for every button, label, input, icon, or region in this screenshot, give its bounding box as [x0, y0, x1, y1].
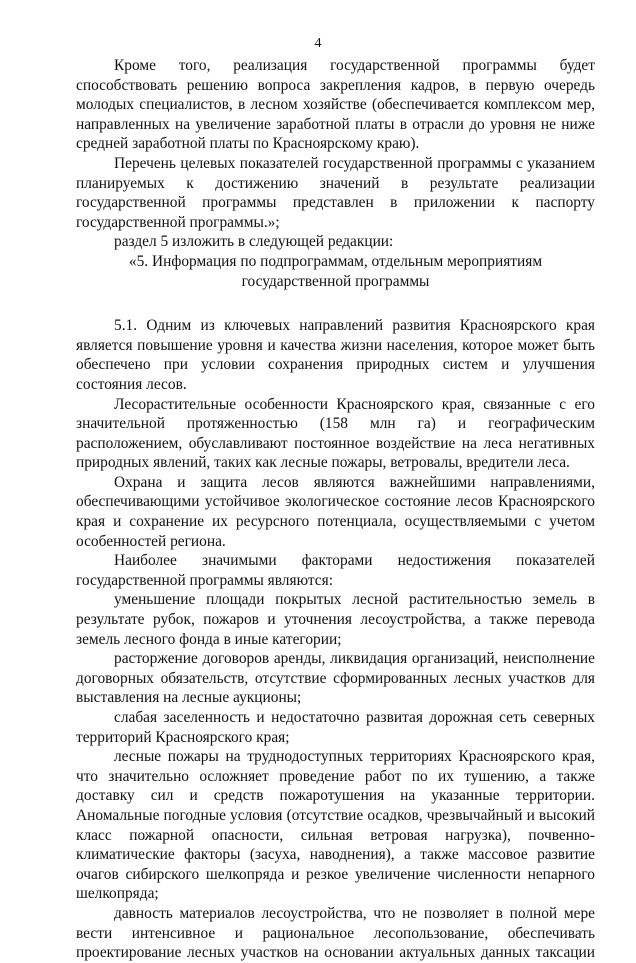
page-number: 4: [314, 36, 322, 51]
paragraph-northern-territories: слабая заселенность и недостаточно развитая дорожная сеть северных территорий Красноярского края;: [76, 709, 595, 746]
paragraph-forest-protection: Охрана и защита лесов являются важнейшими направлениями, обеспечивающими устойчивое экологическое состояние лесов Красноярского края и сохранение их ресурсного потенциала, осуществляемыми с учетом особенностей региона.: [76, 473, 595, 550]
document-body: [76, 56, 595, 963]
paragraph-5-1: 5.1. Одним из ключевых направлений развития Красноярского края является повышение уровня и качества жизни населения, которое может быть обеспечено при условии сохранения природных систем и улучшения состояния лесов.: [76, 317, 595, 393]
paragraph-section-5-instruction: раздел 5 изложить в следующей редакции:: [114, 233, 394, 251]
paragraph-staff-retention: Кроме того, реализация государственной программы будет способствовать решению вопроса закрепления кадров, в первую очередь молодых специалистов, в лесном хозяйстве (обеспечивается комплексом мер, направленных на увеличение заработной платы в отрасли до уровня не ниже средней заработной платы по Красноярскому краю).: [76, 57, 595, 153]
paragraph-lease-termination: расторжение договоров аренды, ликвидация организаций, неисполнение договорных обязательств, отсутствие сформированных лесных участков для выставления на лесные аукционы;: [76, 650, 595, 707]
paragraph-target-indicators: Перечень целевых показателей государственной программы с указанием планируемых к достижению значений в результате реализации государственной программы представлен в приложении к паспорту государственной программы.»;: [76, 154, 595, 231]
paragraph-forest-features: Лесорастительные особенности Красноярского края, связанные с его значительной протяженностью (158 млн га) и географическим расположением, обуславливают постоянное воздействие на леса негативных природных явлений, таких как лесные пожары, ветровалы, вредители леса.: [76, 395, 595, 472]
paragraph-area-reduction: уменьшение площади покрытых лесной растительностью земель в результате рубок, пожаров и уточнения лесоустройства, а также перевода земель лесного фонда в иные категории;: [76, 591, 595, 648]
paragraph-inventory-age: давность материалов лесоустройства, что не позволяет в полной мере вести интенсивное и рациональное лесопользование, обеспечивать проектирование лесных участков на основании актуальных данных таксации: [76, 904, 595, 962]
paragraph-risk-factors-intro: Наиболее значимыми факторами недостижения показателей государственной программы являются:: [76, 552, 595, 589]
paragraph-forest-fires: лесные пожары на труднодоступных территориях Красноярского края, что значительно осложняет проведение работ по их тушению, а также доставку сил и средств пожаротушения на указанные территории. Аномальные погодные условия (отсутствие осадков, чрезвычайный и высокий класс пожарной опасности, сильная ветровая нагрузка), почвенно-климатические факторы (засуха, наводнения), а также массовое развитие очагов сибирского шелкопряда и резкое увеличение численности непарного шелкопряда;: [76, 748, 595, 903]
section-heading: «5. Информация по подпрограммам, отдельным мероприятиям государственной программы: [128, 252, 543, 290]
